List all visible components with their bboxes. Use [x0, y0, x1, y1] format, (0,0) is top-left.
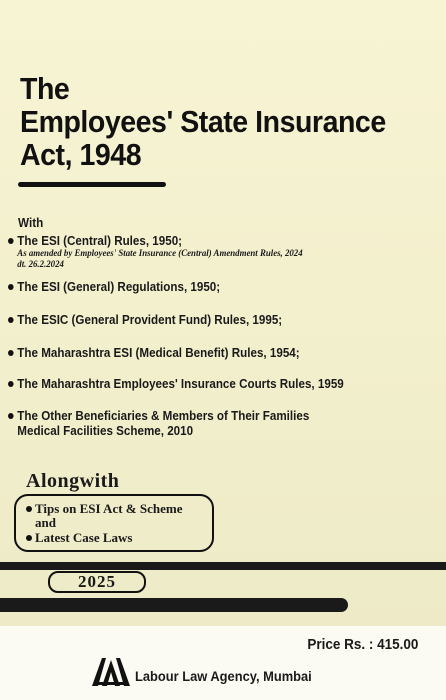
divider-band-lower	[0, 598, 348, 612]
bullet-icon	[8, 350, 14, 356]
alongwith-heading: Alongwith	[26, 470, 120, 492]
tip-item-esi-act	[26, 502, 216, 516]
bullet-icon	[8, 413, 14, 419]
rule-label: The ESIC (General Provident Fund) Rules, 1995;	[17, 313, 283, 327]
rule-item-esic-gpf	[8, 313, 408, 328]
amendment-date: dt. 26.2.2024	[17, 260, 64, 270]
price-label: Price Rs. : 415.00	[306, 636, 418, 653]
rule-item-maharashtra-esi	[8, 346, 408, 361]
bullet-icon	[8, 381, 14, 387]
title-line-employees: Employees' State Insurance	[20, 104, 386, 139]
rule-label-cont: Medical Facilities Scheme, 2010	[17, 424, 194, 438]
bullet-icon	[8, 284, 14, 290]
edition-year: 2025	[48, 571, 146, 593]
rule-label: The ESI (General) Regulations, 1950;	[17, 280, 221, 294]
publisher-name: Labour Law Agency, Mumbai	[135, 668, 312, 684]
rule-item-esi-central	[8, 234, 408, 271]
tips-box	[14, 494, 214, 552]
rule-label: The ESI (Central) Rules, 1950;	[17, 234, 183, 248]
tip-label: Latest Case Laws	[35, 530, 133, 545]
tip-label: Tips on ESI Act & Scheme	[35, 501, 183, 516]
title-line-act: Act, 1948	[20, 137, 142, 172]
amendment-note: As amended by Employees' State Insurance (Central) Amendment Rules, 2024	[17, 249, 303, 259]
rule-label: The Other Beneficiaries & Members of Their Families	[17, 409, 310, 423]
bullet-icon	[8, 238, 14, 244]
rule-item-maharashtra-courts	[8, 377, 408, 392]
publisher-logo-icon	[90, 652, 132, 688]
rule-item-beneficiaries-scheme	[8, 409, 408, 439]
tip-item-case-laws	[26, 531, 216, 545]
bullet-icon	[8, 317, 14, 323]
bullet-icon	[26, 506, 32, 512]
title-line-the: The	[20, 71, 70, 106]
with-label: With	[18, 215, 44, 230]
divider-band	[0, 562, 446, 570]
rule-label: The Maharashtra ESI (Medical Benefit) Rules, 1954;	[17, 346, 300, 360]
tip-and-label: and	[35, 515, 56, 530]
book-title	[20, 72, 406, 171]
rule-item-esi-general	[8, 280, 408, 295]
bullet-icon	[26, 535, 32, 541]
tip-connector	[26, 516, 216, 530]
title-underline	[18, 182, 166, 187]
rule-label: The Maharashtra Employees' Insurance Courts Rules, 1959	[17, 377, 344, 391]
